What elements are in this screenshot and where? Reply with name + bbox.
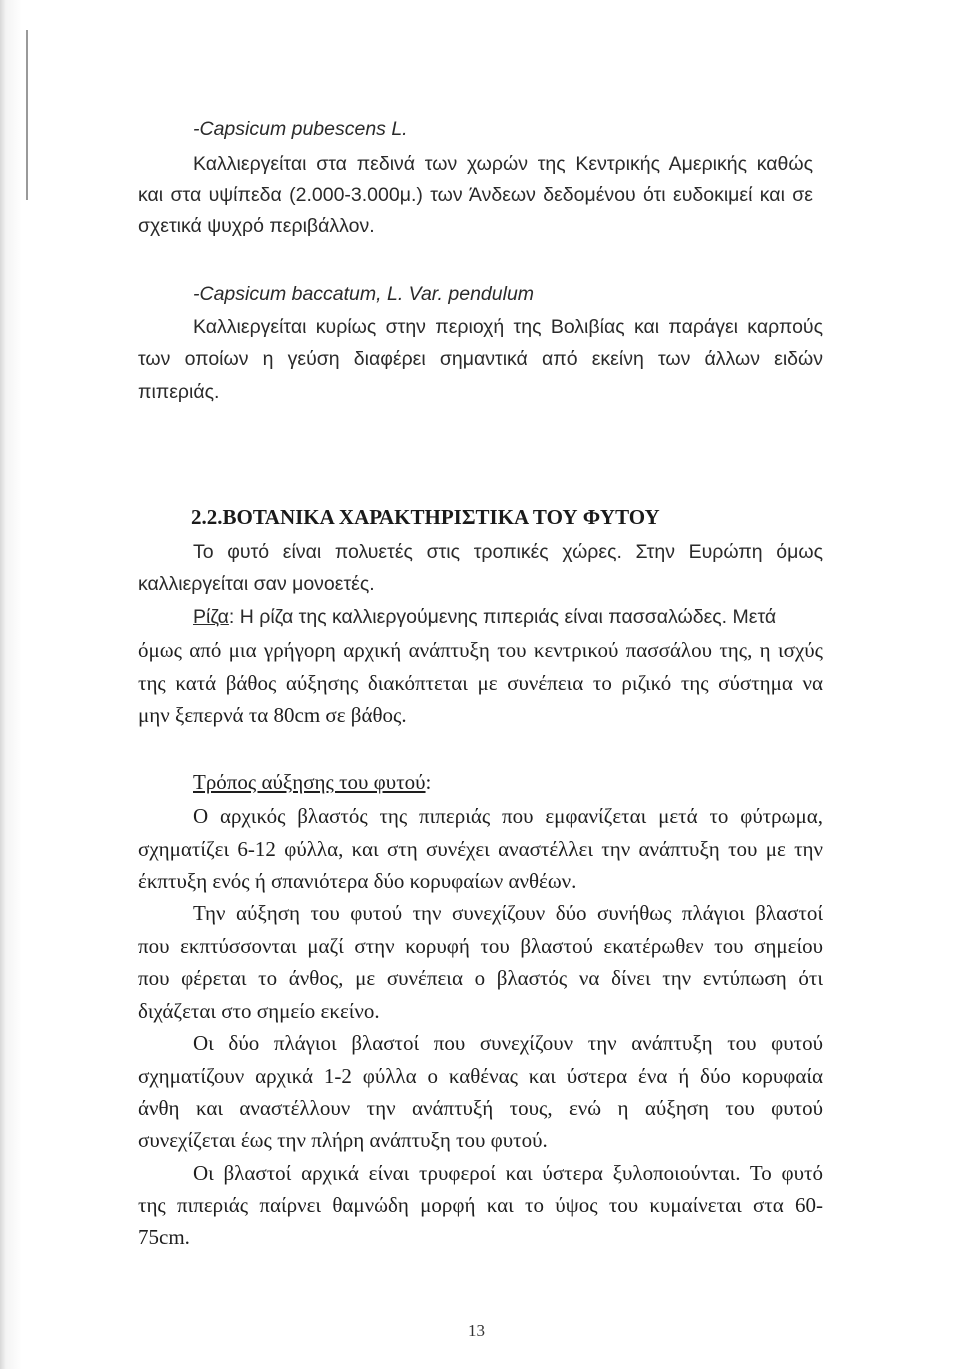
growth-p1-line-1: Ο αρχικός βλαστός της πιπεριάς που εμφανίζεται μετά το φύτρωμα, [193, 804, 823, 828]
growth-p3-line-1: Οι δύο πλάγιοι βλαστοί που συνεχίζουν την ανάπτυξη του φυτού [193, 1031, 823, 1055]
scan-artifact-line [26, 30, 28, 200]
root-line-1-text: : Η ρίζα της καλλιεργούμενης πιπεριάς είναι πασσαλώδες. Μετά [228, 606, 777, 628]
intro-line-1: Το φυτό είναι πολυετές στις τροπικές χώρες. Στην Ευρώπη όμως [193, 541, 823, 563]
scan-shadow-edge [0, 0, 22, 1369]
growth-p3-line-4: συνεχίζεται έως την πλήρη ανάπτυξη του φυτού. [138, 1128, 548, 1152]
growth-p4-line-2: της πιπεριάς παίρνει θαμνώδη μορφή και το ύψος του κυμαίνεται στα 60- [138, 1193, 823, 1217]
species-2-line-2: των οποίων η γεύση διαφέρει σημαντικά από εκείνη των άλλων ειδών [138, 348, 823, 370]
growth-colon: : [425, 770, 432, 794]
species-1-line-3: σχετικά ψυχρό περιβάλλον. [138, 215, 375, 237]
page-number: 13 [468, 1321, 485, 1340]
species-1-line-2: και στα υψίπεδα (2.000-3.000μ.) των Άνδεων δεδομένου ότι ευδοκιμεί και σε [138, 184, 813, 206]
growth-p3-line-3: άνθη και αναστέλλουν την ανάπτυξή τους, ενώ η αύξηση του φυτού [138, 1096, 823, 1120]
section-heading: 2.2.ΒΟΤΑΝΙΚΑ ΧΑΡΑΚΤΗΡΙΣΤΙΚΑ ΤΟΥ ΦΥΤΟΥ [191, 505, 660, 529]
growth-p2-line-1: Την αύξηση του φυτού την συνεχίζουν δύο συνήθως πλάγιοι βλαστοί [193, 901, 823, 925]
growth-label: Τρόπος αύξησης του φυτού [193, 770, 426, 794]
growth-p4-line-3: 75cm. [138, 1225, 190, 1249]
root-line-4: μην ξεπερνά τα 80cm σε βάθος. [138, 703, 407, 727]
root-line-2: όμως από μια γρήγορη αρχική ανάπτυξη του κεντρικού πασσάλου της, η ισχύς [138, 638, 823, 662]
species-1-name: -Capsicum pubescens L. [193, 118, 408, 140]
root-line-1 [193, 606, 823, 628]
growth-p2-line-4: διχάζεται στο σημείο εκείνο. [138, 999, 380, 1023]
root-line-3: της κατά βάθος αύξησης διακόπτεται με συνέπεια το ριζικό της σύστημα να [138, 671, 823, 695]
growth-p2-line-3: που φέρεται το άνθος, με συνέπεια ο βλαστός να δίνει την εντύπωση ότι [138, 966, 823, 990]
species-2-line-1: Καλλιεργείται κυρίως στην περιοχή της Βολιβίας και παράγει καρπούς [193, 316, 823, 338]
species-2-line-3: πιπεριάς. [138, 381, 220, 403]
growth-p1-line-2: σχηματίζει 6-12 φύλλα, και στη συνέχει αναστέλλει την ανάπτυξη του με την [138, 837, 823, 861]
growth-p1-line-3: έκπτυξη ενός ή σπανιότερα δύο κορυφαίων ανθέων. [138, 869, 577, 893]
growth-p3-line-2: σχηματίζουν αρχικά 1-2 φύλλα ο καθένας και ύστερα ένα ή δύο κορυφαία [138, 1064, 823, 1088]
species-1-line-1: Καλλιεργείται στα πεδινά των χωρών της Κεντρικής Αμερικής καθώς [193, 153, 813, 175]
species-2-name: -Capsicum baccatum, L. Var. pendulum [193, 283, 535, 305]
growth-heading [193, 770, 431, 794]
growth-p4-line-1: Οι βλαστοί αρχικά είναι τρυφεροί και ύστερα ξυλοποιούνται. Το φυτό [193, 1161, 823, 1185]
root-label: Ρίζα [193, 606, 229, 628]
growth-p2-line-2: που εκπτύσσονται μαζί στην κορυφή του βλαστού εκατέρωθεν του σημείου [138, 934, 823, 958]
intro-line-2: καλλιεργείται σαν μονοετές. [138, 573, 375, 595]
